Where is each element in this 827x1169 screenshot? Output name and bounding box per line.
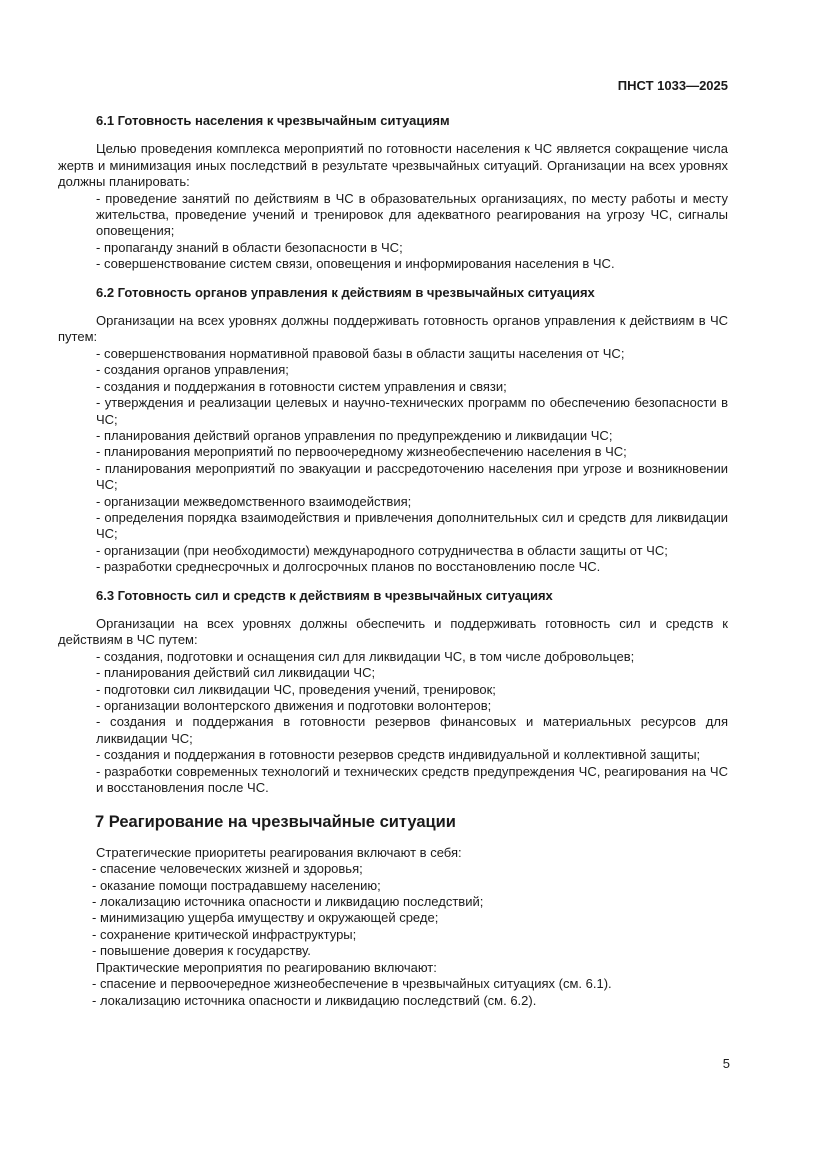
document-code: ПНСТ 1033—2025: [617, 78, 728, 93]
list-item: - создания, подготовки и оснащения сил для ликвидации ЧС, в том числе добровольцев;: [96, 648, 635, 664]
page-number: 5: [722, 1056, 730, 1071]
list-item: - создания и поддержания в готовности систем управления и связи;: [96, 378, 507, 394]
list-item: - проведение занятий по действиям в ЧС в образовательных организациях, по месту работы и месту жительства, проведение учений и тренировок для адекватного реагирования на угрозу ЧС, сигналы оповещения;: [96, 190, 728, 239]
list-item: - организации (при необходимости) международного сотрудничества в области защиты от ЧС;: [96, 542, 668, 558]
section-7-practical-intro: Практические мероприятия по реагированию включают:: [96, 959, 437, 975]
list-item: - подготовки сил ликвидации ЧС, проведения учений, тренировок;: [96, 681, 496, 697]
list-item: - разработки современных технологий и технических средств предупреждения ЧС, реагирования на ЧС и восстановления после ЧС.: [96, 763, 728, 796]
list-item: - минимизацию ущерба имуществу и окружающей среде;: [92, 910, 439, 926]
list-item: - создания и поддержания в готовности резервов средств индивидуальной и коллективной защиты;: [96, 747, 701, 763]
page-content: [58, 113, 728, 1009]
list-item: - организации волонтерского движения и подготовки волонтеров;: [96, 698, 492, 713]
list-item: - совершенствования нормативной правовой базы в области защиты населения от ЧС;: [96, 345, 625, 361]
list-item: - определения порядка взаимодействия и привлечения дополнительных сил и средств для ликвидации ЧС;: [96, 509, 728, 542]
list-item: - сохранение критической инфраструктуры;: [92, 926, 357, 942]
list-item: - оказание помощи пострадавшему населению;: [92, 877, 381, 893]
list-item: - пропаганду знаний в области безопасности в ЧС;: [96, 239, 403, 255]
list-item: - спасение человеческих жизней и здоровья;: [92, 861, 363, 877]
list-item: - создания органов управления;: [96, 362, 289, 378]
section-6-1-heading: 6.1 Готовность населения к чрезвычайным ситуациям: [96, 113, 450, 128]
section-6-1-intro: Целью проведения комплекса мероприятий по готовности населения к ЧС является сокращение числа жертв и минимизация иных последствий в результате чрезвычайных ситуаций. Организации на всех уровнях должны планировать:: [58, 141, 728, 190]
list-item: - планирования мероприятий по первоочередному жизнеобеспечению населения в ЧС;: [96, 444, 627, 460]
list-item: - планирования действий сил ликвидации ЧС;: [96, 665, 376, 681]
section-6-3-intro: Организации на всех уровнях должны обеспечить и поддерживать готовность сил и средств к действиям в ЧС путем:: [58, 615, 728, 648]
list-item: - локализацию источника опасности и ликвидацию последствий;: [92, 894, 484, 910]
list-item: - организации межведомственного взаимодействия;: [96, 493, 412, 509]
list-item: - утверждения и реализации целевых и научно-технических программ по обеспечению безопасности в ЧС;: [96, 395, 728, 427]
section-7-intro: Стратегические приоритеты реагирования включают в себя:: [96, 844, 462, 860]
list-item: - локализацию источника опасности и ликвидацию последствий (см. 6.2).: [92, 992, 537, 1008]
section-7-heading: 7 Реагирование на чрезвычайные ситуации: [95, 813, 456, 832]
section-6-3-heading: 6.3 Готовность сил и средств к действиям в чрезвычайных ситуациях: [96, 587, 553, 603]
list-item: - спасение и первоочередное жизнеобеспечение в чрезвычайных ситуациях (см. 6.1).: [92, 976, 612, 992]
section-6-2-intro: Организации на всех уровнях должны поддерживать готовность органов управления к действиям в ЧС путем:: [58, 313, 728, 345]
list-item: - повышение доверия к государству.: [92, 943, 311, 959]
list-item: - создания и поддержания в готовности резервов финансовых и материальных ресурсов для ликвидации ЧС;: [96, 714, 728, 746]
section-6-2-heading: 6.2 Готовность органов управления к действиям в чрезвычайных ситуациях: [96, 284, 595, 300]
list-item: - разработки среднесрочных и долгосрочных планов по восстановлению после ЧС.: [96, 559, 601, 575]
list-item: - планирования мероприятий по эвакуации и рассредоточению населения при угрозе и возникновении ЧС;: [96, 460, 728, 493]
list-item: - совершенствование систем связи, оповещения и информирования населения в ЧС.: [96, 256, 615, 272]
list-item: - планирования действий органов управления по предупреждению и ликвидации ЧС;: [96, 427, 613, 443]
